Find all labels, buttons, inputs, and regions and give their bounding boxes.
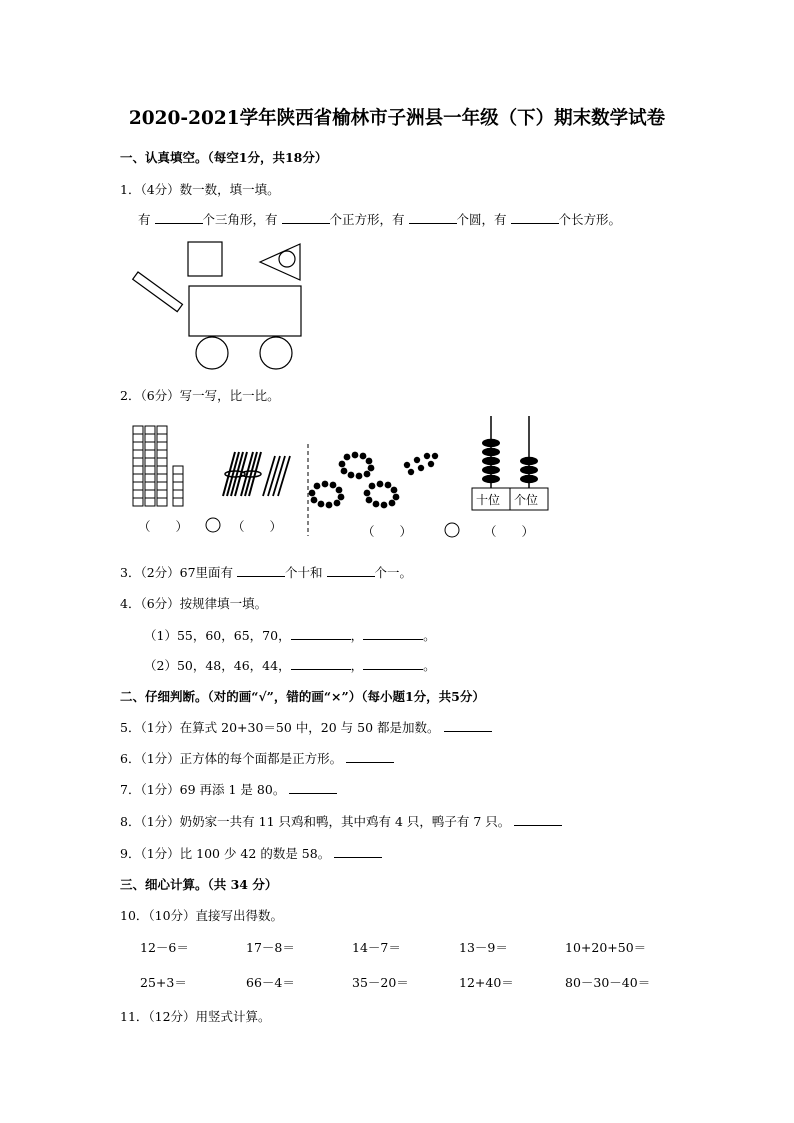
q9-blank[interactable] [334, 846, 382, 858]
q4-line1-text: （1）55，60，65，70， [144, 628, 291, 643]
question-4-line-1 [144, 626, 436, 644]
loose-sticks [263, 456, 290, 496]
cube-column-short [173, 466, 183, 506]
q1-blank-triangles[interactable] [155, 212, 203, 224]
calc-1-3[interactable]: 14－7＝ [352, 940, 401, 955]
q4-line2-end: 。 [423, 658, 436, 673]
question-1-line [138, 210, 621, 228]
body-rectangle [189, 286, 301, 336]
dot-ring-left [309, 481, 345, 509]
calc-2-3[interactable]: 35－20＝ [352, 975, 409, 990]
q3-blank-ones[interactable] [327, 565, 375, 577]
circle-in-triangle [279, 251, 295, 267]
compare-circle-right[interactable] [445, 523, 459, 537]
question-5 [120, 718, 492, 736]
compare-circle-left[interactable] [206, 518, 220, 532]
q3-text-2: 个一。 [374, 565, 413, 580]
dot-ring-right [364, 481, 400, 509]
calc-2-4[interactable]: 12+40＝ [459, 975, 514, 990]
section-2-heading: 二、仔细判断。（对的画“√”，错的画“×”）（每小题1分，共5分） [120, 689, 485, 704]
tens-beads [482, 439, 500, 483]
square-shape [188, 242, 222, 276]
dot-ring-top [339, 452, 375, 480]
question-2-stem: 2．（6分）写一写，比一比。 [120, 388, 280, 403]
q1-blank-squares[interactable] [282, 212, 330, 224]
calc-2-2[interactable]: 66－4＝ [246, 975, 295, 990]
q1-text-1: 个三角形，有 [202, 212, 278, 227]
abacus-ones-label: 个位 [514, 493, 539, 507]
calc-1-5[interactable]: 10+20+50＝ [565, 940, 647, 955]
calc-1-2[interactable]: 17－8＝ [246, 940, 295, 955]
q1-text-0: 有 [138, 212, 151, 227]
q5-text: 5．（1分）在算式 20+30＝50 中，20 与 50 都是加数。 [120, 720, 440, 735]
right-wheel-circle [260, 337, 292, 369]
question-10-stem: 10．（10分）直接写出得数。 [120, 908, 284, 923]
q3-text-0: 3．（2分）67里面有 [120, 565, 234, 580]
cube-column-2 [145, 426, 155, 506]
calc-2-5[interactable]: 80－30－40＝ [565, 975, 651, 990]
question-1-stem: 1．（4分）数一数，填一填。 [120, 182, 280, 197]
q2-answer-paren-3[interactable]: （ ） [362, 524, 413, 539]
section-1-heading: 一、认真填空。（每空1分，共18分） [120, 150, 328, 165]
q6-text: 6．（1分）正方体的每个面都是正方形。 [120, 751, 343, 766]
q2-answer-paren-1[interactable]: （ ） [138, 519, 189, 534]
question-7 [120, 780, 337, 798]
question-3 [120, 563, 412, 581]
stick-bundle-2 [241, 452, 261, 496]
ones-beads [520, 457, 538, 483]
q4-line2-blank-2[interactable] [363, 658, 423, 670]
question-11-stem: 11．（12分）用竖式计算。 [120, 1009, 271, 1024]
q4-line2-blank-1[interactable] [291, 658, 351, 670]
q4-line1-end: 。 [423, 628, 436, 643]
q7-blank[interactable] [289, 782, 337, 794]
question-4-line-2 [144, 656, 436, 674]
question-9 [120, 844, 382, 862]
cube-column-1 [133, 426, 143, 506]
q4-line1-comma: ， [350, 628, 364, 643]
q1-text-4: 个长方形。 [558, 212, 622, 227]
q3-blank-tens[interactable] [237, 565, 285, 577]
q4-line1-blank-2[interactable] [363, 628, 423, 640]
q8-text: 8．（1分）奶奶家一共有 11 只鸡和鸭，其中鸡有 4 只，鸭子有 7 只。 [120, 814, 511, 829]
q3-text-1: 个十和 [285, 565, 323, 580]
abacus-tens-label: 十位 [476, 493, 501, 507]
slanted-rectangle [133, 272, 183, 312]
q9-text: 9．（1分）比 100 少 42 的数是 58。 [120, 846, 331, 861]
section-3-heading: 三、细心计算。（共 34 分） [120, 877, 278, 892]
q4-line1-blank-1[interactable] [291, 628, 351, 640]
question-4-stem: 4．（6分）按规律填一填。 [120, 596, 268, 611]
page-title: 2020-2021学年陕西省榆林市子洲县一年级（下）期末数学试卷 [128, 108, 666, 129]
q4-line2-comma: ， [350, 658, 364, 673]
cube-column-3 [157, 426, 167, 506]
q2-answer-paren-4[interactable]: （ ） [484, 524, 535, 539]
q7-text: 7．（1分）69 再添 1 是 80。 [120, 782, 286, 797]
question-6 [120, 749, 394, 767]
dot-rings [309, 452, 439, 509]
q6-blank[interactable] [346, 751, 394, 763]
q2-answer-paren-2[interactable]: （ ） [232, 519, 283, 534]
q8-blank[interactable] [514, 814, 562, 826]
calc-1-1[interactable]: 12－6＝ [140, 940, 189, 955]
q4-line2-text: （2）50，48，46，44， [144, 658, 291, 673]
q1-blank-circles[interactable] [409, 212, 457, 224]
q5-blank[interactable] [444, 720, 492, 732]
loose-dots [404, 453, 438, 475]
question-8 [120, 812, 562, 830]
q1-blank-rectangles[interactable] [511, 212, 559, 224]
q1-text-3: 个圆，有 [456, 212, 507, 227]
q1-text-2: 个正方形，有 [329, 212, 405, 227]
calc-1-4[interactable]: 13－9＝ [459, 940, 508, 955]
left-wheel-circle [196, 337, 228, 369]
calc-2-1[interactable]: 25+3＝ [140, 975, 187, 990]
shape-vehicle-figure [130, 236, 330, 376]
